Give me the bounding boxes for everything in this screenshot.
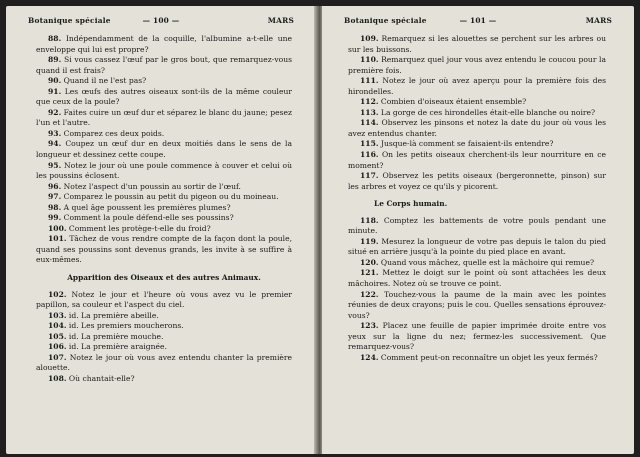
question-text: id. Les premiers moucherons. — [68, 321, 184, 331]
right-page-number: — 101 — — [459, 16, 497, 25]
question-number: 106. — [48, 342, 67, 352]
left-page-content — [36, 34, 292, 385]
question-paragraph — [348, 139, 606, 150]
right-page-content — [348, 34, 606, 363]
question-text: Observez les pinsons et notez la date du jour où vous les avez entendus chanter. — [348, 118, 606, 138]
question-paragraph — [36, 55, 292, 76]
question-number: 112. — [360, 97, 379, 107]
question-text: Comment la poule défend-elle ses poussins? — [63, 213, 234, 223]
left-questions-before — [36, 34, 292, 266]
question-number: 102. — [48, 289, 67, 299]
question-number: 111. — [360, 76, 379, 86]
question-paragraph — [348, 268, 606, 289]
question-text: La gorge de ces hirondelles était-elle blanche ou noire? — [380, 107, 596, 117]
question-number: 100. — [48, 223, 67, 233]
left-page-header — [28, 16, 294, 28]
question-text: Mesurez la longueur de votre pas depuis le talon du pied situé en arrière jusqu'à la pointe du pied place en avant. — [348, 236, 606, 257]
right-header-month: MARS — [585, 16, 612, 25]
question-paragraph — [348, 118, 606, 139]
question-paragraph — [348, 216, 606, 237]
question-text: Quand vous mâchez, quelle est la mâchoire qui remue? — [380, 257, 595, 267]
question-paragraph — [36, 353, 292, 374]
question-number: 120. — [360, 257, 379, 267]
question-text: Notez le jour où une poule commence à couver et celui où les poussins éclosent. — [36, 160, 292, 181]
question-number: 122. — [360, 289, 379, 299]
question-paragraph — [36, 192, 292, 203]
left-questions-after — [36, 290, 292, 385]
question-paragraph — [36, 290, 292, 311]
question-number: 123. — [360, 321, 379, 331]
question-text: Indépendamment de la coquille, l'albumine a-t-elle une enveloppe qui lui est propre? — [36, 34, 292, 54]
question-paragraph — [36, 224, 292, 235]
question-text: Jusque-là comment se faisaient-ils entendre? — [380, 139, 554, 149]
question-number: 98. — [48, 202, 62, 212]
question-text: Quand il ne l'est pas? — [63, 76, 147, 86]
question-paragraph — [36, 374, 292, 385]
question-paragraph — [348, 108, 606, 119]
question-number: 101. — [48, 234, 67, 244]
question-number: 97. — [48, 192, 62, 202]
question-text: Touchez-vous la paume de la main avec les pointes réunies de deux crayons; puis le cou. Quelles sensations éprouvez-vous? — [348, 289, 606, 320]
question-text: Remarquez si les alouettes se perchent sur les arbres ou sur les buissons. — [348, 34, 606, 54]
question-number: 95. — [48, 160, 62, 170]
question-text: On les petits oiseaux cherchent-ils leur nourriture en ce moment? — [348, 150, 606, 170]
question-text: Comment les protège-t-elle du froid? — [68, 223, 211, 233]
question-text: Notez l'aspect d'un poussin au sortir de l'œuf. — [63, 181, 241, 191]
question-text: Notez le jour où avez aperçu pour la première fois des hirondelles. — [348, 76, 606, 96]
question-text: Coupez un œuf dur en deux moitiés dans le sens de la longueur et dessinez cette coupe. — [36, 139, 292, 160]
question-number: 88. — [48, 34, 62, 43]
left-header-month: MARS — [267, 16, 294, 25]
question-text: id. La première araignée. — [68, 342, 167, 352]
right-page-header — [344, 16, 612, 28]
question-number: 94. — [48, 139, 62, 149]
question-paragraph — [348, 258, 606, 269]
question-number: 115. — [360, 139, 379, 149]
question-number: 93. — [48, 128, 62, 138]
question-text: id. La première mouche. — [68, 331, 164, 341]
question-paragraph — [36, 342, 292, 353]
question-paragraph — [348, 150, 606, 171]
question-paragraph — [36, 182, 292, 193]
question-number: 92. — [48, 107, 62, 117]
question-paragraph — [348, 55, 606, 76]
question-number: 105. — [48, 331, 67, 341]
question-paragraph — [36, 108, 292, 129]
question-text: Tâchez de vous rendre compte de la façon dont la poule, quand ses poussins sont devenus grands, les invite à se suffire à eux-mêmes. — [36, 234, 292, 265]
question-text: Les œufs des autres oiseaux sont-ils de la même couleur que ceux de la poule? — [36, 86, 292, 107]
question-number: 91. — [48, 86, 62, 96]
question-number: 118. — [360, 215, 379, 225]
question-paragraph — [36, 213, 292, 224]
question-paragraph — [36, 332, 292, 343]
right-header-title: Botanique spéciale — [344, 16, 427, 25]
question-number: 121. — [360, 268, 379, 278]
question-paragraph — [348, 171, 606, 192]
left-header-title: Botanique spéciale — [28, 16, 111, 25]
question-text: Notez le jour et l'heure où vous avez vu le premier papillon, sa couleur et l'aspect du ciel. — [36, 289, 292, 310]
question-number: 119. — [360, 236, 379, 246]
question-text: Mettez le doigt sur le point où sont attachées les deux mâchoires. Notez où se trouve ce point. — [348, 268, 606, 289]
question-text: id. La première abeille. — [68, 310, 159, 320]
question-number: 96. — [48, 181, 62, 191]
question-number: 103. — [48, 310, 67, 320]
question-text: Notez le jour où vous avez entendu chanter la première alouette. — [36, 352, 292, 373]
question-paragraph — [348, 237, 606, 258]
question-text: Où chantait-elle? — [68, 373, 135, 383]
question-number: 110. — [360, 55, 379, 65]
question-text: Faites cuire un œuf dur et séparez le blanc du jaune; pesez l'un et l'autre. — [36, 107, 292, 128]
question-text: Comparez le poussin au petit du pigeon ou du moineau. — [63, 192, 279, 202]
question-paragraph — [36, 203, 292, 214]
question-paragraph — [348, 290, 606, 322]
left-section-title: Apparition des Oiseaux et des autres Animaux. — [67, 273, 261, 283]
left-page — [6, 6, 316, 454]
question-text: Si vous cassez l'œuf par le gros bout, que remarquez-vous quand il est frais? — [36, 55, 292, 75]
question-paragraph — [36, 139, 292, 160]
question-number: 116. — [360, 150, 379, 160]
question-number: 117. — [360, 171, 379, 181]
question-text: Comment peut-on reconnaître un objet les yeux fermés? — [380, 352, 598, 362]
question-text: Remarquez quel jour vous avez entendu le coucou pour la première fois. — [348, 55, 606, 75]
question-number: 89. — [48, 55, 62, 65]
question-paragraph — [36, 321, 292, 332]
question-text: Observez les petits oiseaux (bergeronnette, pinson) sur les arbres et voyez ce qu'ils y picorent. — [348, 171, 606, 191]
question-paragraph — [36, 34, 292, 55]
question-text: Comptez les battements de votre pouls pendant une minute. — [348, 215, 607, 236]
question-number: 114. — [360, 118, 379, 128]
question-paragraph — [348, 321, 606, 353]
question-number: 124. — [360, 352, 379, 362]
right-section-title: Le Corps humain. — [374, 199, 448, 209]
question-number: 104. — [48, 321, 67, 331]
question-paragraph — [348, 353, 606, 364]
right-questions-after — [348, 216, 606, 364]
question-paragraph — [36, 87, 292, 108]
right-page — [322, 6, 634, 454]
question-paragraph — [36, 129, 292, 140]
question-text: Placez une feuille de papier imprimée droite entre vos yeux sur la ligne du nez; fermez-les successivement. Que remarquez-vous? — [348, 321, 606, 352]
question-text: A quel âge poussent les premières plumes? — [63, 202, 231, 212]
question-number: 109. — [360, 34, 379, 43]
question-number: 108. — [48, 373, 67, 383]
left-page-number: — 100 — — [142, 16, 180, 25]
question-number: 90. — [48, 76, 62, 86]
question-paragraph — [348, 34, 606, 55]
question-paragraph — [36, 161, 292, 182]
question-number: 113. — [360, 107, 379, 117]
question-paragraph — [348, 76, 606, 97]
question-paragraph — [36, 76, 292, 87]
question-text: Combien d'oiseaux étaient ensemble? — [380, 97, 527, 107]
right-questions-before — [348, 34, 606, 192]
question-number: 99. — [48, 213, 62, 223]
question-paragraph — [36, 234, 292, 266]
question-paragraph — [348, 97, 606, 108]
question-paragraph — [36, 311, 292, 322]
question-text: Comparez ces deux poids. — [63, 128, 165, 138]
question-number: 107. — [48, 352, 67, 362]
